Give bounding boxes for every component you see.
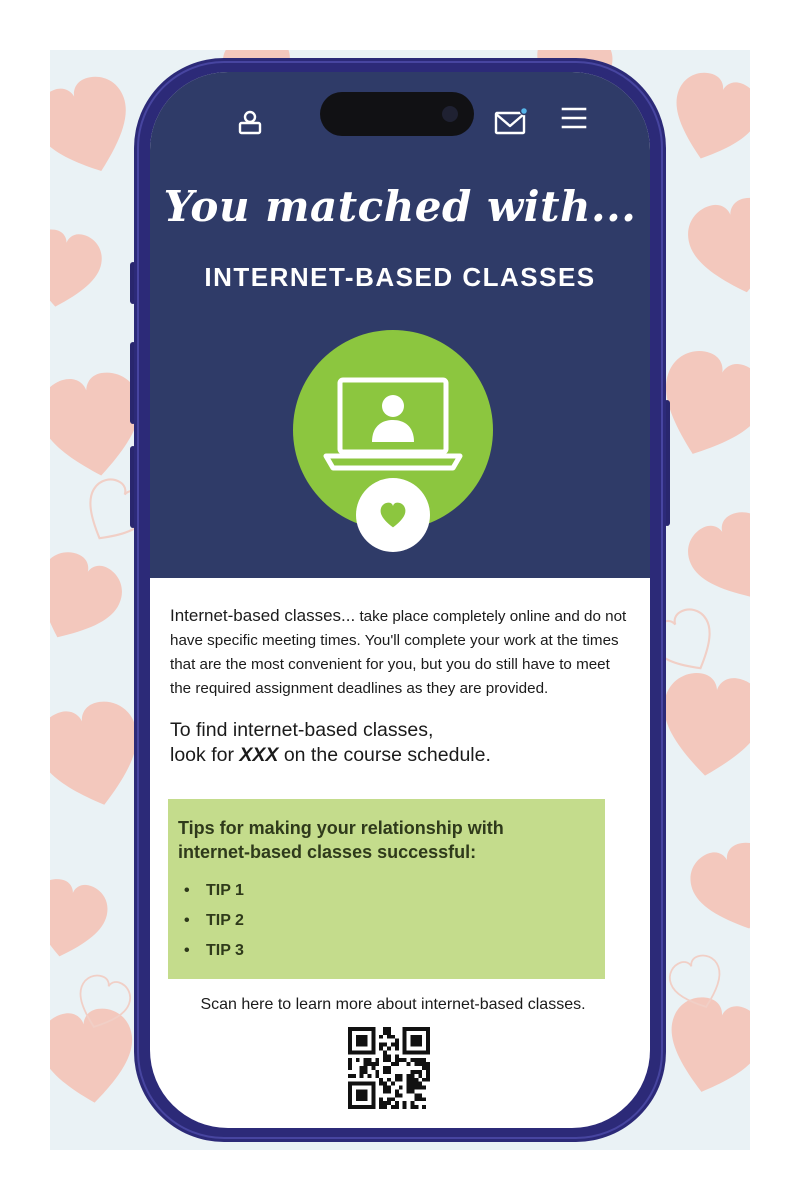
description-text: take place completely online and do not have specific meeting times. You'll complete your work at the times that are the most convenient for you, but you do still have to meet the required assignment deadlines as they are provided. [170, 608, 627, 697]
phone-screen [150, 72, 650, 1128]
heart-badge [356, 478, 430, 552]
find-line-2-prefix: look for [170, 744, 240, 766]
description-lead: Internet-based classes... [170, 606, 356, 625]
qr-code-icon[interactable] [348, 1027, 430, 1114]
tips-box [168, 799, 605, 979]
menu-icon[interactable] [556, 100, 592, 136]
camera-icon [442, 106, 458, 122]
heart-icon [378, 502, 408, 528]
user-icon[interactable] [232, 104, 268, 140]
tip-item: • TIP 1 [184, 882, 244, 899]
tips-title: Tips for making your relationship with internet-based classes successful: [178, 818, 504, 862]
tip-item: • TIP 3 [184, 942, 244, 959]
find-instructions [170, 718, 630, 768]
tips-list [178, 876, 605, 966]
match-subheadline: INTERNET-BASED CLASSES [204, 262, 596, 292]
scan-instructions: Scan here to learn more about internet-based classes. [200, 996, 586, 1013]
find-line-1: To find internet-based classes, [170, 719, 434, 741]
class-description [170, 604, 630, 701]
find-line-2 [170, 743, 630, 768]
tip-item: • TIP 2 [184, 912, 244, 929]
tip-text: TIP 2 [206, 912, 244, 929]
match-headline: You matched with... [163, 182, 637, 231]
tip-text: TIP 1 [206, 882, 244, 899]
dynamic-island [320, 92, 474, 136]
find-line-2-suffix: on the course schedule. [278, 744, 491, 766]
hero-section [150, 72, 650, 578]
tip-text: TIP 3 [206, 942, 244, 959]
mail-icon[interactable] [493, 104, 529, 140]
course-code: XXX [239, 744, 279, 766]
